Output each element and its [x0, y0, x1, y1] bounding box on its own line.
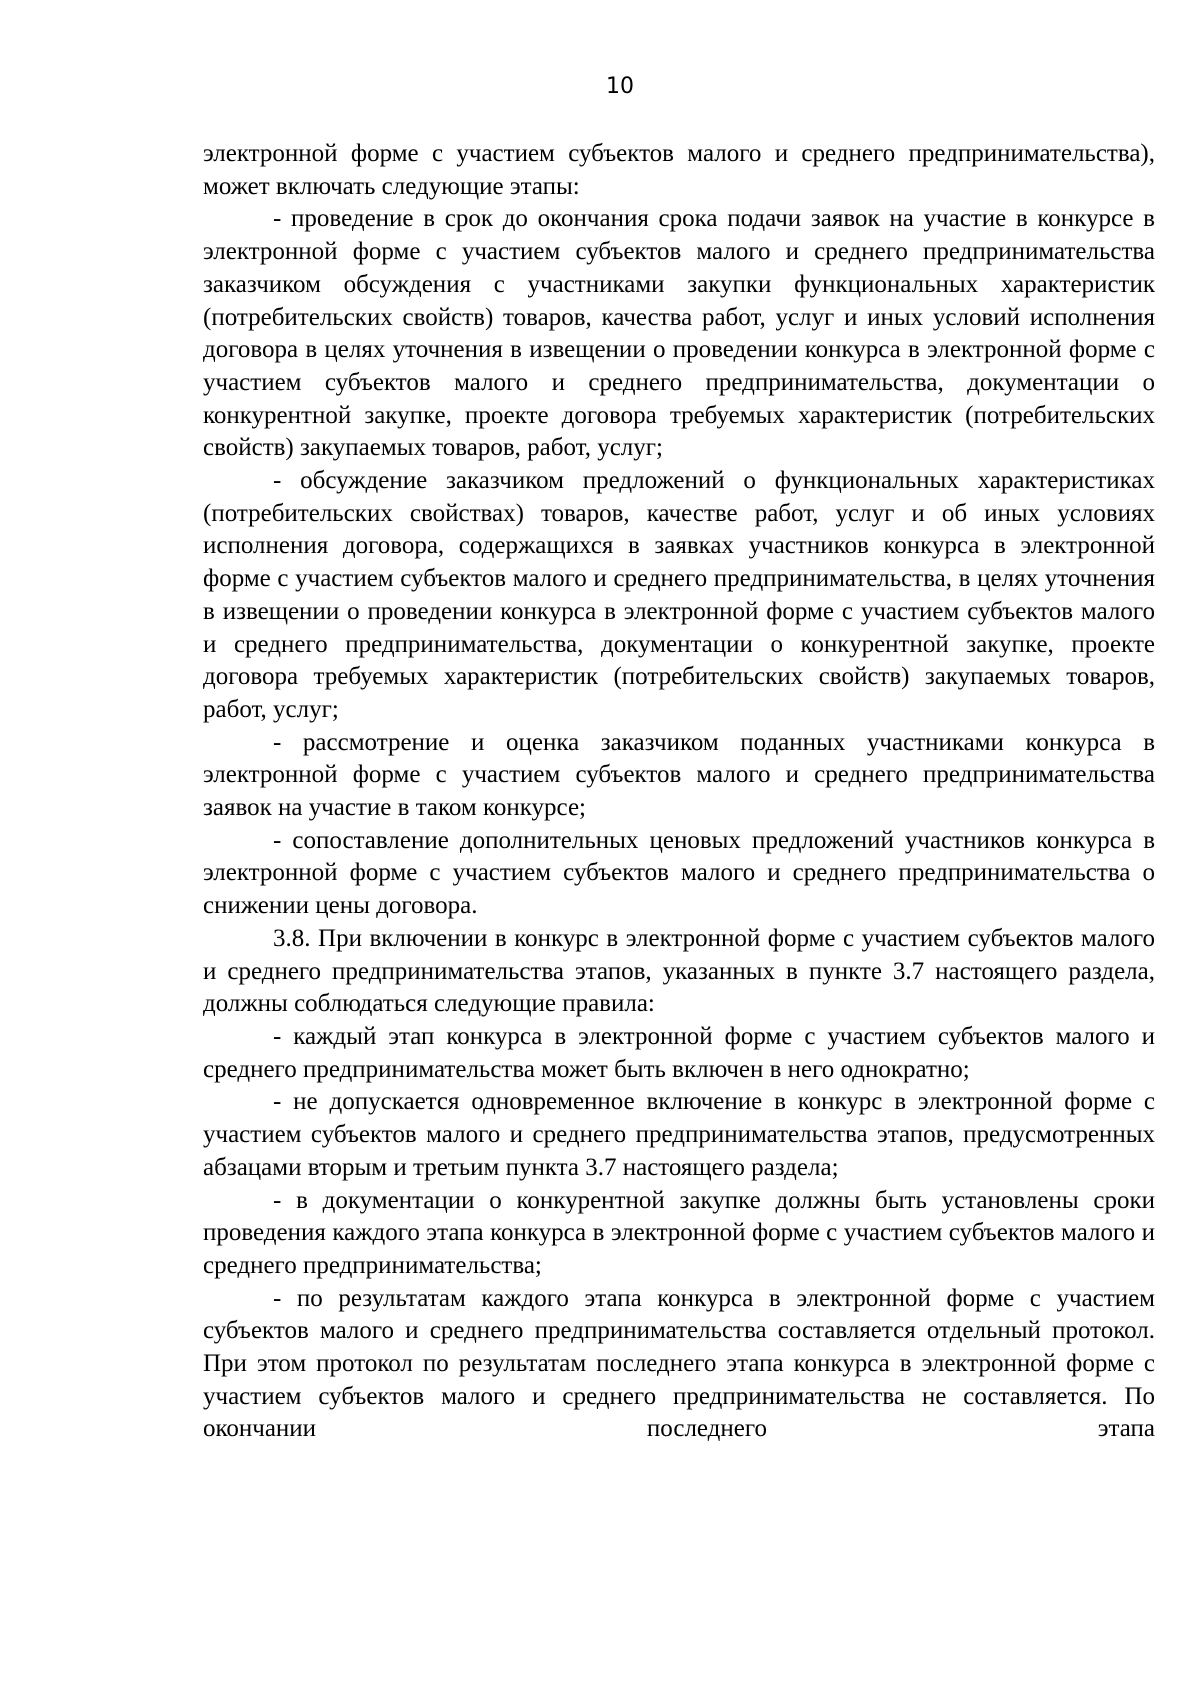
paragraph-rule-deadlines: - в документации о конкурентной закупке должны быть установлены сроки проведения каждого этапа конкурса в электронной форме с участием субъектов малого и среднего предпринимательства;: [203, 1186, 1155, 1279]
paragraph-rule-protocol: - по результатам каждого этапа конкурса в электронной форме с участием субъектов малого и среднего предпринимательства составляется отдельный протокол. При этом протокол по результатам последнего этапа конкурса в электронной форме с участием субъектов малого и среднего предпринимательства не составляется. По окончании последнего этапа: [203, 1284, 1155, 1443]
paragraph-stage-price-comparison: - сопоставление дополнительных ценовых предложений участников конкурса в электронной форме с участием субъектов малого и среднего предпринимательства о снижении цены договора.: [203, 826, 1155, 920]
paragraph-continuation: электронной форме с участием субъектов малого и среднего предпринимательства), может включать следующие этапы:: [203, 140, 1155, 200]
document-body: [203, 138, 1155, 1446]
paragraph-stage-discussion-participants: - проведение в срок до окончания срока подачи заявок на участие в конкурсе в электронной форме с участием субъектов малого и среднего предпринимательства заказчиком обсуждения с участниками закупки функциональных характеристик (потребительских свойств) товаров, качества работ, услуг и иных условий исполнения договора в целях уточнения в извещении о проведении конкурса в электронной форме с участием субъектов малого и среднего предпринимательства, документации о конкурентной закупке, проекте договора требуемых характеристик (потребительских свойств) закупаемых товаров, работ, услуг;: [203, 205, 1155, 462]
paragraph-stage-review-evaluation: - рассмотрение и оценка заказчиком поданных участниками конкурса в электронной форме с участием субъектов малого и среднего предпринимательства заявок на участие в таком конкурсе;: [203, 728, 1155, 822]
paragraph-stage-discussion-proposals: - обсуждение заказчиком предложений о функциональных характеристиках (потребительских свойствах) товаров, качестве работ, услуг и об иных условиях исполнения договора, содержащихся в заявках участников конкурса в электронной форме с участием субъектов малого и среднего предпринимательства, в целях уточнения в извещении о проведении конкурса в электронной форме с участием субъектов малого и среднего предпринимательства, документации о конкурентной закупке, проекте договора требуемых характеристик (потребительских свойств) закупаемых товаров, работ, услуг;: [203, 467, 1155, 723]
paragraph-clause-3-8: 3.8. При включении в конкурс в электронной форме с участием субъектов малого и среднего предпринимательства этапов, указанных в пункте 3.7 настоящего раздела, должны соблюдаться следующие правила:: [203, 924, 1155, 1018]
paragraph-rule-no-simultaneous: - не допускается одновременное включение в конкурс в электронной форме с участием субъектов малого и среднего предпринимательства этапов, предусмотренных абзацами вторым и третьим пункта 3.7 настоящего раздела;: [203, 1088, 1155, 1181]
page-number: 10: [606, 74, 634, 99]
paragraph-rule-once: - каждый этап конкурса в электронной форме с участием субъектов малого и среднего предпринимательства может быть включен в него однократно;: [203, 1022, 1155, 1083]
